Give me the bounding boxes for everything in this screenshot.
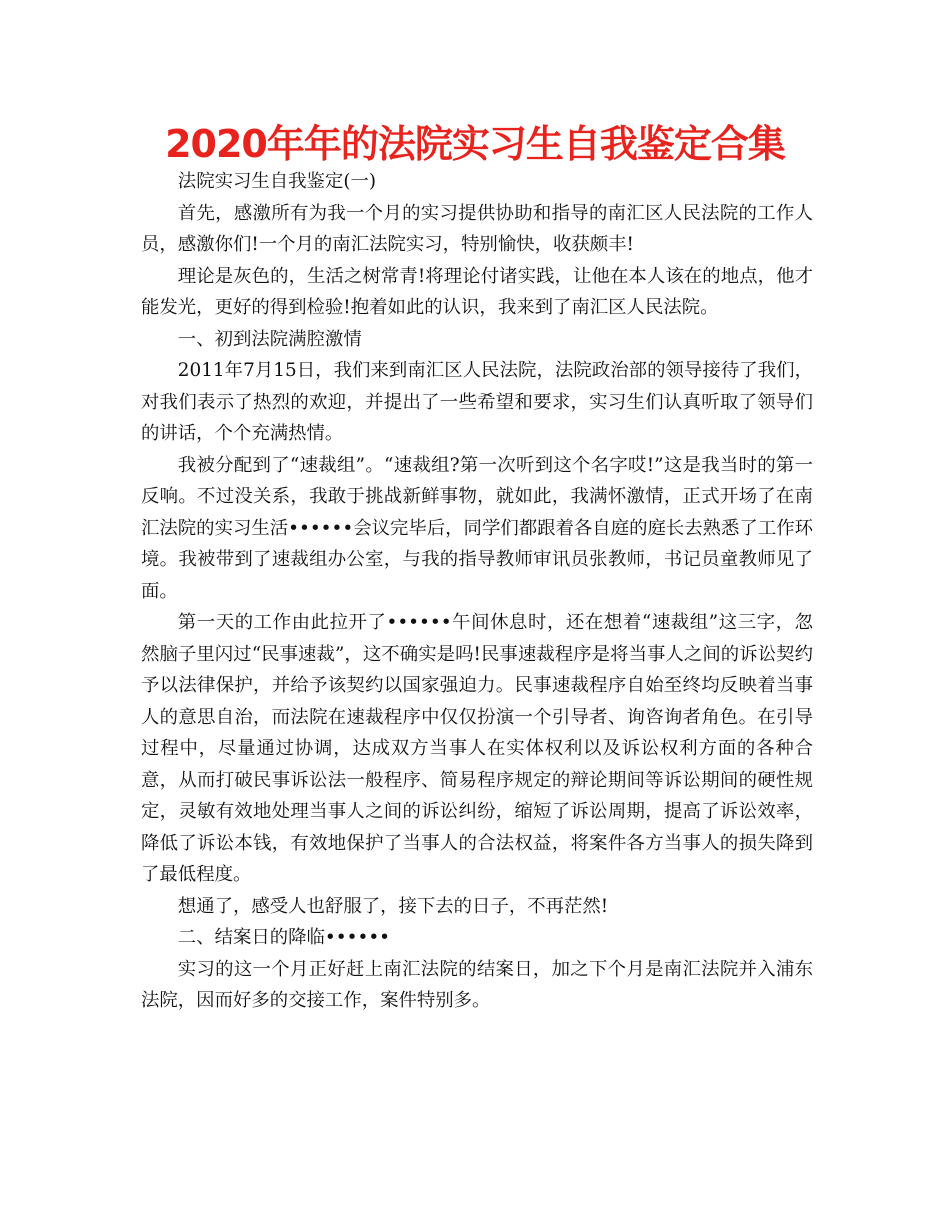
paragraph: 2011年7月15日，我们来到南汇区人民法院，法院政治部的领导接待了我们，对我们表示了热烈的欢迎，并提出了一些希望和要求，实习生们认真听取了领导们的讲话，个个充满热情。: [141, 360, 813, 444]
section-subtitle: 法院实习生自我鉴定(一): [177, 171, 377, 192]
document-title: 2020年年的法院实习生自我鉴定合集: [165, 122, 785, 166]
section-heading: 二、结案日的降临••••••: [177, 927, 391, 948]
paragraph: 我被分配到了“速裁组”。“速裁组?第一次听到这个名字哎!”这是我当时的第一反响。不过没关系，我敢于挑战新鲜事物，就如此，我满怀激情，正式开场了在南汇法院的实习生活••••••会议完毕后，同学们都跟着各自庭的庭长去熟悉了工作环境。我被带到了速裁组办公室，与我的指导教师审讯员张教师，书记员童教师见了面。: [141, 454, 813, 602]
paragraph: 理论是灰色的，生活之树常青!将理论付诸实践，让他在本人该在的地点，他才能发光，更好的得到检验!抱着如此的认识，我来到了南汇区人民法院。: [141, 265, 813, 318]
paragraph: 实习的这一个月正好赶上南汇法院的结案日，加之下个月是南汇法院并入浦东法院，因而好多的交接工作，案件特别多。: [141, 958, 813, 1011]
paragraph: 首先，感激所有为我一个月的实习提供协助和指导的南汇区人民法院的工作人员，感激你们!一个月的南汇法院实习，特别愉快，收获颇丰!: [141, 202, 813, 255]
document-body: [141, 166, 813, 1017]
paragraph: 第一天的工作由此拉开了••••••午间休息时，还在想着“速裁组”这三字，忽然脑子里闪过“民事速裁”，这不确实是吗!民事速裁程序是将当事人之间的诉讼契约予以法律保护，并给予该契约以国家强迫力。民事速裁程序自始至终均反映着当事人的意思自治，而法院在速裁程序中仅仅扮演一个引导者、询咨询者角色。在引导过程中，尽量通过协调，达成双方当事人在实体权利以及诉讼权利方面的各种合意，从而打破民事诉讼法一般程序、简易程序规定的辩论期间等诉讼期间的硬性规定，灵敏有效地处理当事人之间的诉讼纠纷，缩短了诉讼周期，提高了诉讼效率，降低了诉讼本钱，有效地保护了当事人的合法权益，将案件各方当事人的损失降到了最低程度。: [141, 612, 813, 885]
paragraph: 想通了，感受人也舒服了，接下去的日子，不再茫然!: [177, 895, 609, 917]
section-heading: 一、初到法院满腔激情: [177, 328, 362, 350]
